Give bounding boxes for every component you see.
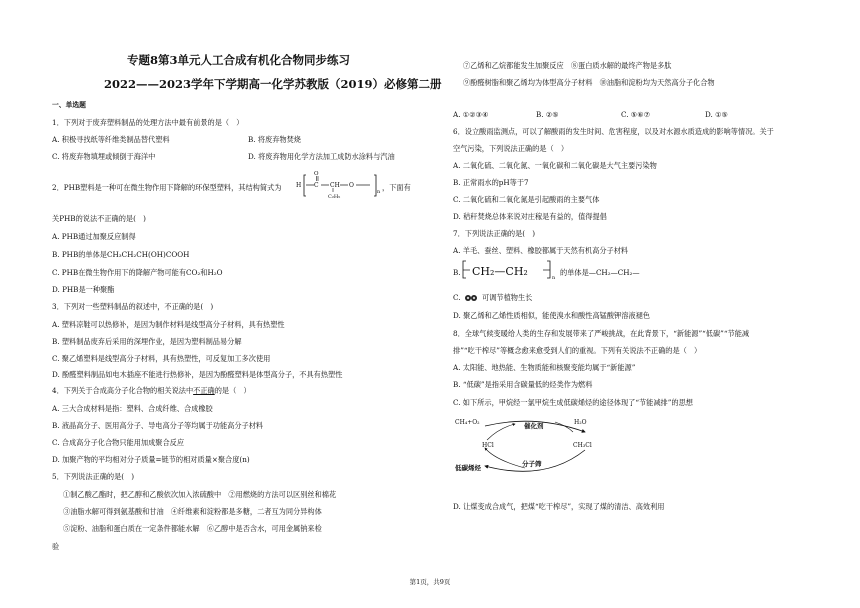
- q5-option-a: A. ①②③④: [453, 110, 489, 119]
- q6-option-a: A. 二氧化硫、二氧化氮、一氧化碳和二氧化碳是大气主要污染物: [453, 161, 657, 170]
- question-6-line2: 空气污染，下列说法正确的是（ ）: [453, 144, 569, 153]
- q2-option-a: A. PHB通过加聚反应制得: [52, 232, 136, 241]
- q7-option-c-label: C.: [453, 293, 461, 302]
- q2-option-b: B. PHB的单体是CH₃CH₂CH(OH)COOH: [52, 250, 190, 259]
- polyethylene-unit: CH₂—CH₂: [472, 265, 528, 278]
- q1-option-a: A. 积极寻找纸等纤维类制品替代塑料: [52, 135, 170, 144]
- polyethylene-n: n: [552, 275, 556, 281]
- ethylene-ball-model: [464, 294, 478, 302]
- phb-o: O: [349, 182, 354, 189]
- q4-option-c: C. 合成高分子化合物只能用加成聚合反应: [52, 438, 185, 447]
- diagram-hcl: HCl: [482, 442, 494, 449]
- q5-option-d: D. ①⑤: [705, 110, 728, 119]
- q6-option-d: D. 秸秆焚烧总体来说对庄稼是有益的，值得提倡: [453, 212, 607, 221]
- phb-ch: CH: [330, 182, 340, 189]
- question-8-line2: 排”“吃干榨尽”等概念愈来愈受到人们的重视。下列有关说法不正确的是（ ）: [453, 346, 702, 355]
- diagram-ch3cl: CH₃Cl: [573, 442, 592, 449]
- diagram-catalyst: 催化剂: [524, 422, 544, 430]
- question-5: 5．下列说法正确的是( ): [52, 472, 135, 481]
- q5-option-b: B. ②⑤: [536, 110, 559, 119]
- q7-option-b-text: 的单体是—CH₂—CH₂—: [560, 268, 640, 277]
- diagram-reactants: CH₄+O₂: [455, 419, 480, 426]
- q5-statement-5: ⑦乙烯和乙烷都能发生加聚反应 ⑧蛋白质水解的最终产物是多肽: [463, 61, 672, 70]
- question-8: 8．全球气候变暖给人类的生存和发展带来了严峻挑战，在此背景下，“新能源”“低碳”“节能减: [453, 329, 750, 338]
- diagram-sieve: 分子筛: [522, 460, 542, 468]
- question-4-underline: 不正确: [193, 386, 215, 395]
- q8-option-d: D. 让煤变成合成气，把煤“吃干榨尽”，实现了煤的清洁、高效利用: [453, 502, 665, 511]
- question-6: 6．设立酸雨监测点，可以了解酸雨的发生时间、危害程度，以及对水源水质造成的影响等情况。关于: [453, 127, 774, 136]
- q3-option-d: D. 酚醛塑料制品如电木插座不能进行热修补，是因为酚醛塑料是体型高分子，不具有热塑性: [52, 370, 343, 379]
- question-4: [52, 386, 251, 395]
- phb-h: H: [296, 182, 302, 189]
- q6-option-b: B. 正常雨水的pH等于7: [453, 178, 529, 187]
- q7-option-d: D. 聚乙烯和乙烯性质相似，能使溴水和酸性高锰酸钾溶液褪色: [453, 311, 650, 320]
- phb-n: n: [377, 189, 381, 195]
- q2-option-c: C. PHB在微生物作用下的降解产物可能有CO₂和H₂O: [52, 268, 223, 277]
- question-2: 2．PHB塑料是一种可在微生物作用下降解的环保型塑料，其结构简式为: [52, 183, 282, 192]
- q8-option-b: B. “低碳”是指采用含碳量低的烃类作为燃料: [453, 380, 593, 389]
- question-4-tail: 的是（ ）: [214, 386, 251, 395]
- q8-option-c: C. 如下所示，甲烷经一氯甲烷生成低碳烯烃的途径体现了“节能减排”的思想: [453, 398, 693, 407]
- phb-o-double: O: [314, 171, 319, 177]
- page-subtitle: 2022——2023学年下学期高一化学苏教版（2019）必修第二册: [104, 77, 442, 91]
- page-title: 专题8第3单元人工合成有机化合物同步练习: [127, 53, 351, 67]
- question-1: 1．下列对于废弃塑料制品的处理方法中最有前景的是（ ）: [52, 118, 244, 127]
- diagram-water: H₂O: [574, 419, 587, 426]
- q7-option-c-text: 可调节植物生长: [482, 293, 533, 302]
- page-number: 第1页，共9页: [409, 578, 451, 586]
- q1-option-d: D. 将废弃物用化学方法加工成防水涂料与汽油: [248, 152, 395, 161]
- q5-statement-4: 验: [52, 542, 60, 551]
- q5-option-c: C. ⑤⑥⑦: [621, 110, 651, 119]
- phb-ethyl: C₂H₅: [328, 194, 341, 200]
- q3-option-c: C. 聚乙烯塑料是线型高分子材料，具有热塑性，可反复加工多次使用: [52, 354, 271, 363]
- q6-option-c: C. 二氧化硫和二氧化氮是引起酸雨的主要气体: [453, 195, 600, 204]
- q5-statement-3: ⑤淀粉、油脂和蛋白质在一定条件都能水解 ⑥乙醇中是否含水，可用金属钠来检: [63, 524, 322, 533]
- q5-statement-1: ①制乙酸乙酯时，把乙醇和乙酸依次加入浓硫酸中 ②用燃烧的方法可以区别丝和棉花: [63, 490, 337, 499]
- diagram-olefins: 低碳烯烃: [455, 464, 481, 472]
- q3-option-a: A. 塑料凉鞋可以热修补，是因为制作材料是线型高分子材料，具有热塑性: [52, 320, 285, 329]
- q8-option-a: A. 太阳能、地热能、生物质能和核聚变能均属于“新能源”: [453, 363, 636, 372]
- phb-c: C: [314, 182, 319, 189]
- question-2-line2: 关PHB的说法不正确的是( ): [52, 214, 146, 223]
- methane-conversion-diagram: [455, 418, 635, 484]
- q7-option-b-label: B.: [453, 268, 461, 277]
- q1-option-b: B. 将废弃物焚烧: [248, 135, 301, 144]
- q5-statement-2: ③油脂水解可得到氨基酸和甘油 ④纤维素和淀粉都是多糖，二者互为同分异构体: [63, 507, 322, 516]
- q5-statement-6: ⑨酚醛树脂和聚乙烯均为体型高分子材料 ⑩油脂和淀粉均为天然高分子化合物: [463, 78, 715, 87]
- q4-option-b: B. 液晶高分子、医用高分子、导电高分子等均属于功能高分子材料: [52, 421, 264, 430]
- q7-option-a: A. 羊毛、蚕丝、塑料、橡胶都属于天然有机高分子材料: [453, 246, 629, 255]
- question-3: 3．下列对一些塑料制品的叙述中，不正确的是( ): [52, 302, 214, 311]
- question-7: 7．下列说法正确的是( ): [453, 229, 536, 238]
- q4-option-a: A. 三大合成材料是指：塑料、合成纤维、合成橡胶: [52, 404, 213, 413]
- q2-option-d: D. PHB是一种聚酯: [52, 285, 115, 294]
- q3-option-b: B. 塑料制品废弃后采用的深埋作业，是因为塑料制品易分解: [52, 337, 242, 346]
- question-4-text: 4．下列关于合成高分子化合物的相关说法中: [52, 386, 194, 395]
- q1-option-c: C. 将废弃物填埋或倾倒于海洋中: [52, 152, 156, 161]
- section-heading: 一、单选题: [52, 101, 86, 109]
- question-2-cont: ，下面有: [382, 183, 411, 192]
- q4-option-d: D. 加聚产物的平均相对分子质量=链节的相对质量×聚合度(n): [52, 455, 250, 464]
